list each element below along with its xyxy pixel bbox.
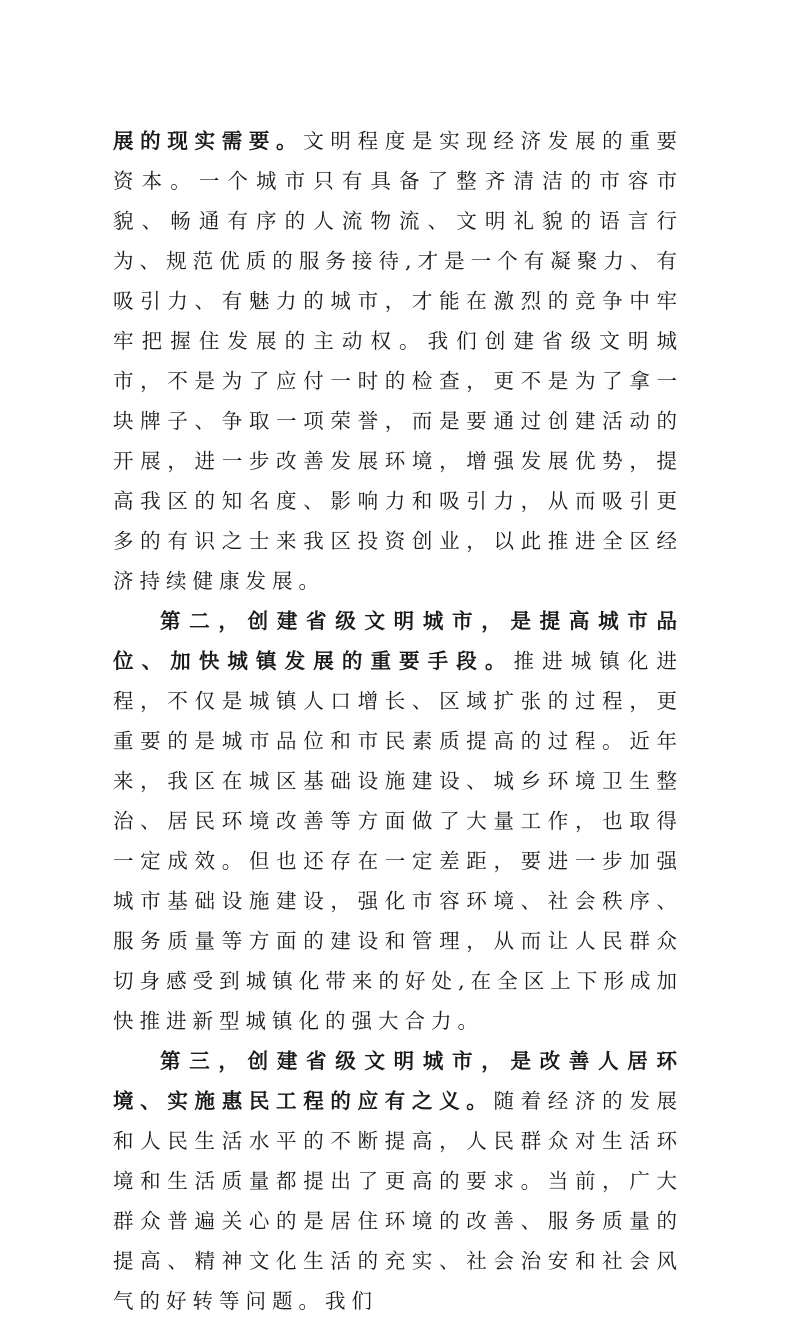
paragraph-1-body: 文明程度是实现经济发展的重要资本。一个城市只有具备了整齐清洁的市容市貌、畅通有序的人流物流、文明礼貌的语言行为、规范优质的服务接待,才是一个有凝聚力、有吸引力、有魅力的城市，才能在激烈的竞争中牢牢把握住发展的主动权。我们创建省级文明城市，不是为了应付一时的检查，更不是为了拿一块牌子、争取一项荣誉，而是要通过创建活动的开展，进一步改善发展环境，增强发展优势，提高我区的知名度、影响力和吸引力，从而吸引更多的有识之士来我区投资创业，以此推进全区经济持续健康发展。 bbox=[113, 129, 684, 593]
paragraph-2-lead: 第二，创建省级文明城市，是提高城市品位、加快城镇发展的重要手段。 bbox=[113, 609, 683, 673]
paragraph-2-body: 推进城镇化进程，不仅是城镇人口增长、区域扩张的过程，更重要的是城市品位和市民素质提高的过程。近年来，我区在城区基础设施建设、城乡环境卫生整治、居民环境改善等方面做了大量工作，也取得一定成效。但也还存在一定差距，要进一步加强城市基础设施建设，强化市容环境、社会秩序、服务质量等方面的建设和管理，从而让人民群众切身感受到城镇化带来的好处,在全区上下形成加快推进新型城镇化的强大合力。 bbox=[113, 649, 684, 1033]
paragraph-3-lead: 第三，创建省级文明城市，是改善人居环境、实施惠民工程的应有之义。 bbox=[113, 1049, 683, 1113]
paragraph-1-lead: 展的现实需要。 bbox=[113, 129, 304, 153]
paragraph-1 bbox=[113, 121, 683, 601]
paragraph-2 bbox=[113, 601, 683, 1041]
document-page bbox=[113, 121, 683, 1321]
paragraph-3 bbox=[113, 1041, 683, 1321]
paragraph-3-body: 随着经济的发展和人民生活水平的不断提高，人民群众对生活环境和生活质量都提出了更高的要求。当前，广大群众普遍关心的是居住环境的改善、服务质量的提高、精神文化生活的充实、社会治安和社会风气的好转等问题。我们 bbox=[113, 1089, 684, 1313]
